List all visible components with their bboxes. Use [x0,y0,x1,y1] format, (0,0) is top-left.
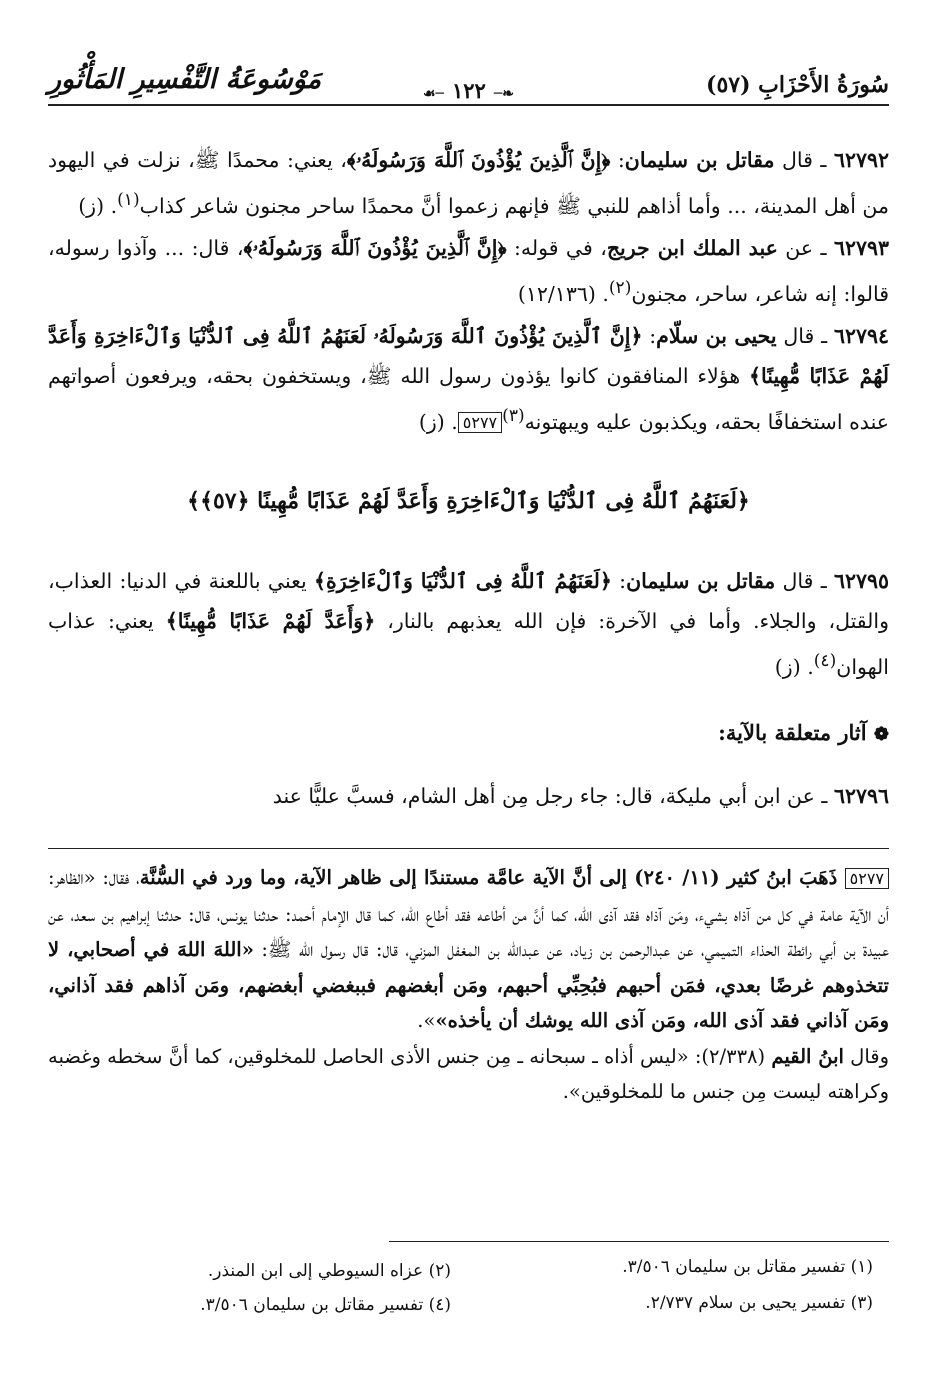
book-title: مَوْسُوعَةُ التَّفْسِيرِ المَأْثُورِ [48,64,322,95]
footnote-ref: (٤) [813,651,837,672]
commentary-paragraph [48,860,889,1039]
entry-prefix: ـ عن [777,235,834,260]
entry-number: ٦٢٧٩٥ [833,569,890,594]
entry-speaker: عبد الملك ابن جريج [606,235,778,260]
page-number: ١٢٢ [451,78,486,103]
entry-number: ٦٢٧٩٦ [833,784,889,809]
footnote-ref: (١) [117,190,140,210]
entry-end: . (ز) [774,655,814,680]
entry-62792 [48,140,889,226]
main-text [48,140,889,818]
entry-prefix: ـ قال [774,148,834,172]
commentary-text: (٢/٣٣٨): «ليس أذاه ـ سبحانه ـ مِن جنس الأذى الحاصل للمخلوقين، كما أنَّ سخطه وغضبه وكراهته ليست مِن جنس ما للمخلوقين». [48,1044,889,1103]
quran-quote: ﴿إِنَّ ٱلَّذِينَ يُؤْذُونَ ٱللَّهَ وَرَسُولَهُۥ﴾ [243,235,507,260]
entry-number: ٦٢٧٩٤ [833,323,889,348]
commentary-lead: ذَهَبَ ابنُ كثير (١١/ ٢٤٠) إلى أنَّ الآية عامَّة مستندًا إلى ظاهر الآية، وما ورد في السُّنَّة [139,866,845,889]
commentary-end: ». [417,1009,436,1032]
hadith-quote: «اللهَ اللهَ في أصحابي، لا تتخذوهم غرضًا بعدي، فمَن أحبهم فبُحِبِّي أحبهم، ومَن أبغضهم فببغضي أبغضهم، ومَن آذاهم فقد آذاني، ومَن آذاني فقد آذى الله، ومَن آذى الله يوشك أن يأخذه» [48,938,889,1032]
entry-text: يعني باللعنة في الدنيا: العذاب، والقتل، والجلاء. وأما في الآخرة: فإن الله يعذبهم بالنار، [48,569,889,634]
commentary-separator [48,848,889,849]
entry-punct: : [642,323,657,348]
entry-text: هؤلاء المنافقون كانوا يؤذون رسول الله ﷺ، ويستخفون بحقه، ويرفعون أصواتهم عنده استخفافًا بحقه، ويكذبون عليه ويبهتونه [48,363,889,434]
entry-speaker: مقاتل بن سليمان [624,148,775,172]
footnote-ref: (٢) [608,277,632,298]
quran-quote: ﴿وَأَعَدَّ لَهُمْ عَذَابًا مُّهِينًا﴾ [165,609,376,634]
ornament-icon: ❧─ [493,86,514,102]
entry-end: . (ز) [418,409,458,434]
entry-number: ٦٢٧٩٢ [833,148,890,172]
entry-punct: : [611,569,627,594]
entry-prefix: ـ قال [775,569,834,594]
surah-title: سُورَةُ الأَحْزَابِ (٥٧) [706,72,889,98]
quran-quote: ﴿إِنَّ ٱلَّذِينَ يُؤْذُونَ ٱللَّهَ وَرَسُولَهُۥ﴾ [346,148,611,172]
commentary-text: وقال [843,1044,890,1068]
commentary-paragraph [48,1039,889,1110]
entry-punct: : [610,148,625,172]
commentary-note [48,860,889,1110]
ornament-icon: ─☙ [423,86,444,102]
entry-62795 [48,561,889,687]
entry-62796 [48,776,889,816]
footnote-separator [389,1241,889,1242]
footnote-1: (١) تفسير مقاتل بن سليمان ٣/٥٠٦. [622,1257,873,1277]
entry-speaker: يحيى بن سلّام [656,323,777,348]
footnote-2: (٢) عزاه السيوطي إلى ابن المنذر. [207,1261,451,1281]
footnote-4: (٤) تفسير مقاتل بن سليمان ٣/٥٠٦. [200,1295,451,1315]
commentary-ref-box[interactable]: ٥٢٧٧ [458,412,502,433]
verse-heading: ﴿لَعَنَهُمُ ٱللَّهُ فِى ٱلدُّنْيَا وَٱلْءَاخِرَةِ وَأَعَدَّ لَهُمْ عَذَابًا مُّهِينًا ﴿٥٧﴾﴾ [187,488,750,515]
entry-number: ٦٢٧٩٣ [833,235,889,260]
footnote-ref: (٣) [502,405,525,426]
entry-text: ، قال: ... وآذوا رسوله، قالوا: إنه شاعر، ساحر، مجنون [48,235,889,306]
entry-speaker: مقاتل بن سليمان [626,569,776,594]
flower-icon: ❁ [873,724,889,746]
footnote-3: (٣) تفسير يحيى بن سلام ٢/٧٣٧. [645,1293,873,1313]
entry-62793 [48,228,889,314]
entry-prefix: ـ قال [776,323,834,348]
section-heading-text: آثار متعلقة بالآية: [718,720,867,746]
quran-quote: ﴿لَعَنَهُمُ ٱللَّهُ فِى ٱلدُّنْيَا وَٱلْءَاخِرَةِ﴾ [314,569,612,594]
section-heading [48,713,889,755]
header-rule [48,104,889,106]
entry-end: . (١٢/١٣٦) [517,281,609,306]
entry-punct: ، في قوله: [506,235,607,260]
commentary-text: ، فقال: «الظاهر: أن الآية عامة في كل من آذاه بشيء، ومَن آذاه فقد آذى الله، كما أنَّ من أطاعه فقد أطاع الله، كما قال الإمام أحمد: حدثنا يونس، قال: حدثنا إبراهيم بن سعد، عن عبيدة بن أبي رائطة الحذاء التميمي، عن عبدالرحمن بن زياد، عن عبدالله بن المغفل المزني، قال: قال رسول الله ﷺ: [48,866,889,961]
commentary-number-box: ٥٢٧٧ [845,868,889,889]
entry-text: يعني: عذاب الهوان [48,609,889,680]
entry-end: . (ز) [78,193,118,218]
scholar-name: ابنُ القيم [771,1044,844,1068]
entry-text: ، يعني: محمدًا ﷺ، نزلت في اليهود من أهل المدينة، ... وأما أذاهم للنبي ﷺ فإنهم زعموا أنَّ محمدًا ساحر مجنون شاعر كذاب [48,148,889,218]
quran-quote: ﴿إِنَّ ٱلَّذِينَ يُؤْذُونَ ٱللَّهَ وَرَسُولَهُۥ لَعَنَهُمُ ٱللَّهُ فِى ٱلدُّنْيَا وَٱلْءَاخِرَةِ وَأَعَدَّ لَهُمْ عَذَابًا مُّهِينًا﴾ [48,323,890,388]
entry-text: ـ عن ابن أبي مليكة، قال: جاء رجل مِن أهل الشام، فسبَّ عليًّا عند [272,784,834,809]
page-header [48,58,889,110]
entry-62794 [48,316,889,444]
